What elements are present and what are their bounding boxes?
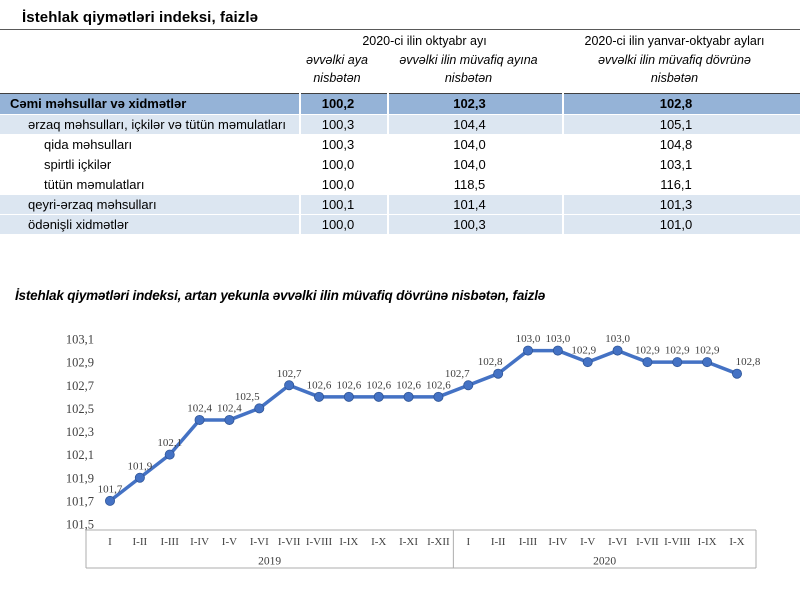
row-value: 100,3 — [300, 135, 388, 155]
row-value: 104,0 — [388, 135, 563, 155]
row-value: 100,3 — [300, 115, 388, 135]
data-point-marker — [732, 369, 741, 378]
x-axis-category-label: I-IX — [339, 536, 359, 548]
y-axis-tick-label: 102,7 — [65, 378, 94, 393]
data-point-label: 103,0 — [515, 333, 541, 346]
series-line — [110, 351, 737, 501]
chart-title: İstehlak qiymətləri indeksi, artan yekunla əvvəlki ilin müvafiq dövrünə nisbətən, faizlə — [15, 288, 546, 303]
row-value: 102,8 — [563, 94, 800, 115]
x-axis-category-label: I-III — [160, 536, 179, 548]
data-point-label: 102,9 — [571, 344, 597, 357]
column-group-row — [0, 30, 800, 51]
data-point-label: 102,8 — [735, 356, 761, 369]
row-value: 104,8 — [563, 135, 800, 155]
y-axis-tick-label: 102,9 — [65, 355, 94, 370]
x-axis-category-label: I-X — [729, 536, 745, 548]
column-subheader-row — [0, 51, 800, 94]
row-value: 100,0 — [300, 155, 388, 175]
data-point-marker — [523, 346, 532, 355]
x-axis-year-label: 2019 — [258, 555, 282, 568]
data-point-marker — [583, 358, 592, 367]
subheader-vs-prev-month: əvvəlki aya nisbətən — [306, 53, 368, 85]
row-value: 104,0 — [388, 155, 563, 175]
data-point-marker — [314, 392, 323, 401]
data-point-label: 102,1 — [157, 437, 183, 450]
data-point-marker — [165, 450, 174, 459]
y-axis-tick-label: 101,5 — [65, 517, 94, 532]
column-group-october: 2020-ci ilin oktyabr ayı — [362, 34, 487, 48]
y-axis-tick-label: 103,1 — [65, 332, 94, 347]
subheader-vs-same-month-prev-year: əvvəlki ilin müvafiq ayına nisbətən — [399, 53, 538, 85]
data-point-label: 102,6 — [366, 379, 392, 392]
data-point-marker — [195, 415, 204, 424]
data-point-label: 102,7 — [444, 367, 470, 380]
x-axis-category-label: I — [108, 536, 112, 548]
data-point-label: 102,4 — [187, 402, 212, 415]
data-point-marker — [135, 473, 144, 482]
x-axis-category-label: I-V — [580, 536, 596, 548]
data-point-label: 102,9 — [694, 344, 720, 357]
data-point-label: 101,9 — [127, 460, 153, 473]
table-row — [0, 155, 800, 175]
x-axis-category-label: I-VI — [608, 536, 628, 548]
x-axis-category-label: I-III — [518, 536, 538, 548]
data-point-marker — [344, 392, 353, 401]
x-axis-category-label: I-X — [371, 536, 387, 548]
data-point-label: 103,0 — [605, 333, 630, 346]
cpi-table-body — [0, 94, 800, 235]
column-group-jan-oct: 2020-ci ilin yanvar-oktyabr ayları — [584, 34, 765, 48]
table-row — [0, 215, 800, 235]
row-value: 102,3 — [388, 94, 563, 115]
data-point-marker — [613, 346, 622, 355]
row-label: ödənişli xidmətlər — [0, 215, 300, 235]
x-axis-category-label: I-IX — [697, 536, 717, 548]
data-point-label: 102,7 — [276, 367, 302, 380]
row-label: ərzaq məhsulları, içkilər və tütün məmulatları — [0, 115, 300, 135]
x-axis-category-label: I-II — [132, 536, 148, 548]
row-label: tütün məmulatları — [0, 175, 300, 195]
subheader-vs-same-period-prev-year: əvvəlki ilin müvafiq dövrünə nisbətən — [598, 53, 751, 85]
row-label: qida məhsulları — [0, 135, 300, 155]
row-value: 118,5 — [388, 175, 563, 195]
data-point-marker — [673, 358, 682, 367]
page-title: İstehlak qiymətləri indeksi, faizlə — [22, 9, 259, 26]
data-point-label: 102,6 — [306, 379, 332, 392]
data-point-marker — [643, 358, 652, 367]
row-value: 104,4 — [388, 115, 563, 135]
x-axis-category-label: I-VII — [636, 536, 659, 548]
empty-corner-cell — [0, 30, 300, 51]
data-point-marker — [105, 496, 114, 505]
data-point-marker — [404, 392, 413, 401]
data-point-marker — [255, 404, 264, 413]
table-row — [0, 195, 800, 215]
x-axis-category-label: I-VII — [277, 536, 301, 548]
data-point-label: 102,6 — [426, 379, 451, 392]
data-point-label: 102,5 — [234, 390, 260, 403]
y-axis-tick-label: 102,1 — [65, 448, 94, 463]
y-axis-tick-label: 101,7 — [65, 494, 94, 509]
row-value: 101,0 — [563, 215, 800, 235]
row-label: Cəmi məhsullar və xidmətlər — [0, 94, 300, 115]
row-value: 103,1 — [563, 155, 800, 175]
x-axis-category-label: I-VIII — [305, 536, 333, 548]
row-value: 100,1 — [300, 195, 388, 215]
data-point-label: 101,7 — [97, 483, 123, 496]
data-point-label: 102,9 — [664, 344, 690, 357]
empty-corner-cell — [0, 51, 300, 94]
row-value: 101,3 — [563, 195, 800, 215]
cpi-line-chart — [0, 312, 800, 592]
row-value: 101,4 — [388, 195, 563, 215]
row-label: spirtli içkilər — [0, 155, 300, 175]
data-point-marker — [494, 369, 503, 378]
data-point-label: 102,4 — [217, 402, 242, 415]
x-axis-category-label: I-II — [490, 536, 506, 548]
data-point-label: 102,6 — [336, 379, 362, 392]
table-row — [0, 115, 800, 135]
x-axis-category-label: I — [466, 536, 471, 548]
x-axis-category-label: I-VI — [249, 536, 269, 548]
cpi-table — [0, 30, 800, 235]
row-value: 100,3 — [388, 215, 563, 235]
y-axis-tick-label: 102,3 — [65, 425, 94, 439]
table-row — [0, 175, 800, 195]
row-label: qeyri-ərzaq məhsulları — [0, 195, 300, 215]
table-row — [0, 135, 800, 155]
data-point-marker — [434, 392, 443, 401]
x-axis-category-label: I-XI — [399, 536, 419, 548]
x-axis-year-label: 2020 — [593, 555, 617, 568]
data-point-marker — [464, 381, 473, 390]
row-value: 100,2 — [300, 94, 388, 115]
data-point-marker — [225, 415, 234, 424]
data-point-label: 103,0 — [545, 333, 571, 346]
data-point-marker — [285, 381, 294, 390]
row-value: 105,1 — [563, 115, 800, 135]
cpi-table-header — [0, 30, 800, 94]
data-point-label: 102,6 — [396, 379, 421, 392]
x-axis-category-label: I-V — [221, 536, 238, 548]
x-axis-category-label: I-IV — [190, 536, 210, 548]
data-point-marker — [553, 346, 562, 355]
row-value: 116,1 — [563, 175, 800, 195]
data-point-marker — [374, 392, 383, 401]
data-point-label: 102,8 — [477, 356, 503, 369]
y-axis-tick-label: 102,5 — [65, 401, 94, 416]
data-point-marker — [703, 358, 712, 367]
table-row — [0, 94, 800, 115]
x-axis-category-label: I-XII — [427, 536, 450, 548]
x-axis-category-label: I-VIII — [664, 536, 691, 548]
y-axis-tick-label: 101,9 — [65, 471, 94, 486]
row-value: 100,0 — [300, 175, 388, 195]
row-value: 100,0 — [300, 215, 388, 235]
data-point-label: 102,9 — [635, 344, 660, 357]
x-axis-category-label: I-IV — [548, 536, 568, 548]
